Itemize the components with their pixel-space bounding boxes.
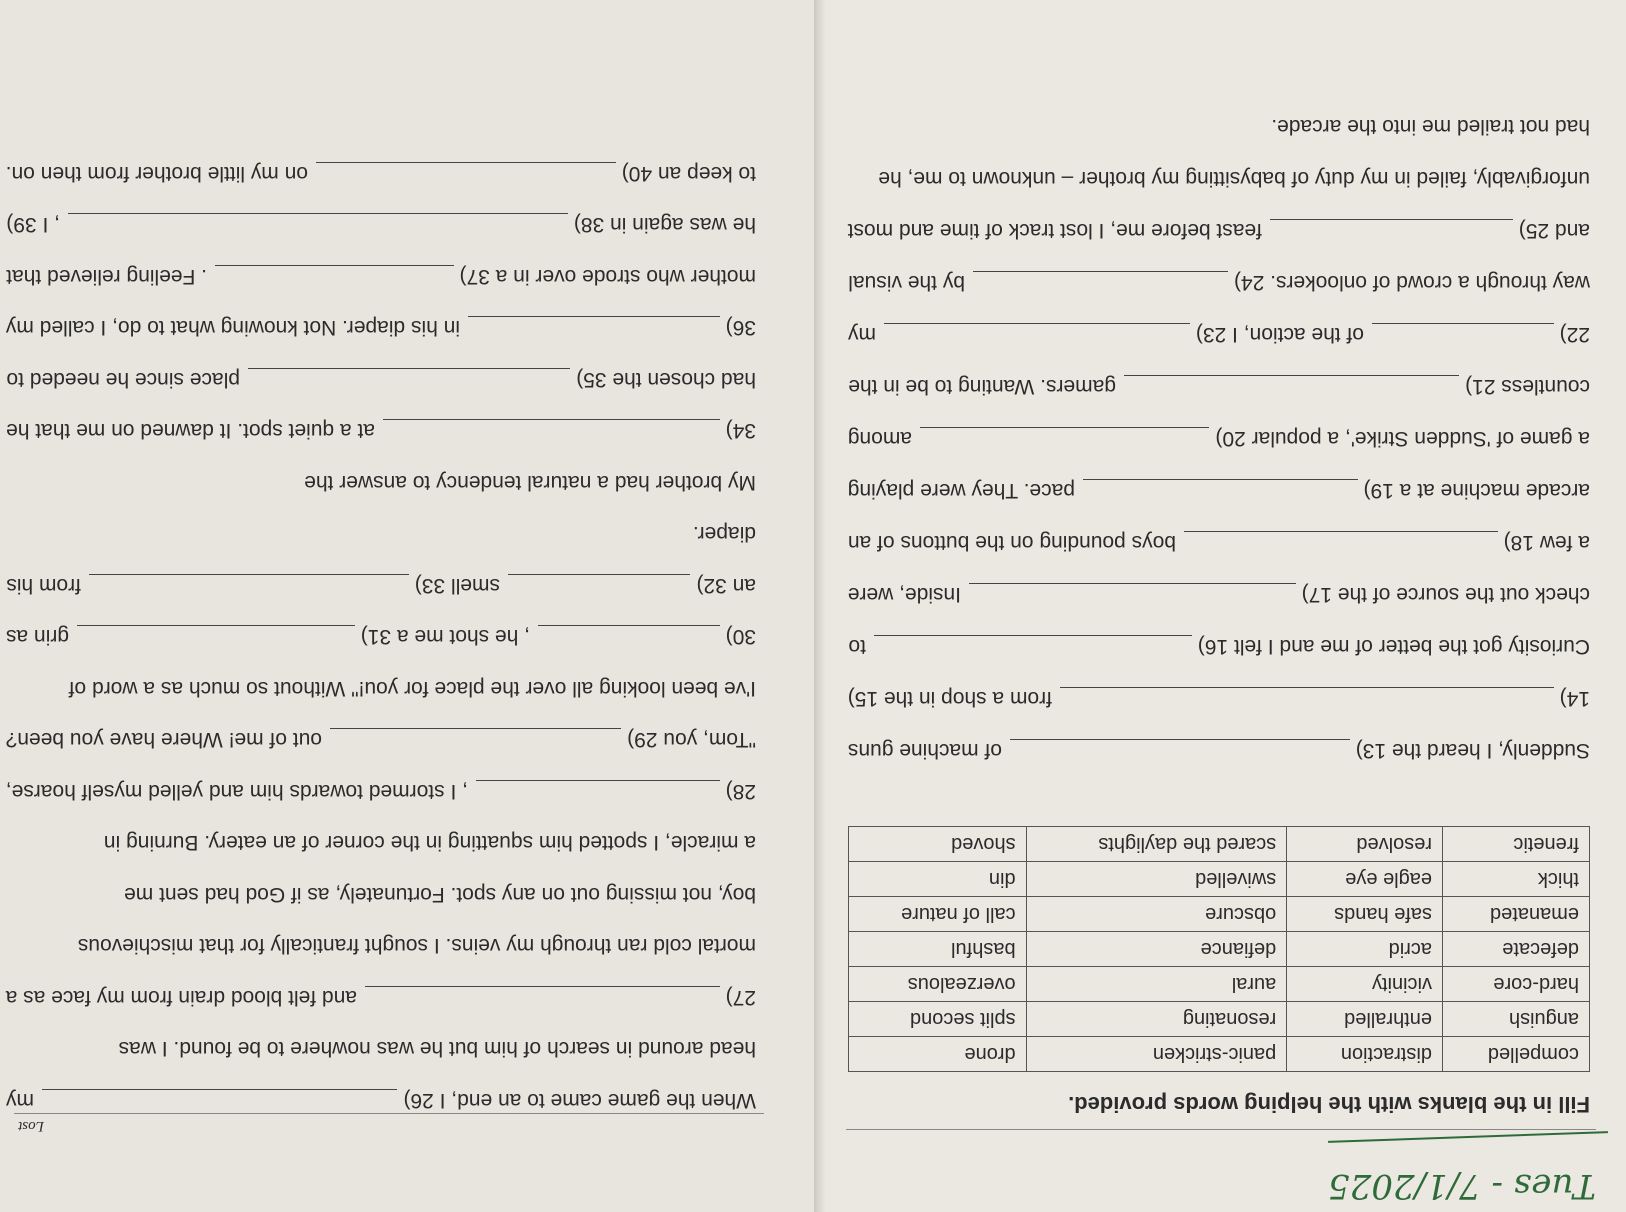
passage-line-end: my: [848, 323, 876, 346]
passage-continuation: among: [847, 427, 912, 450]
passage-continuation: feast before me, I lost track of time and most: [847, 219, 1262, 242]
passage-line: had chosen the 35): [576, 368, 756, 391]
answer-blank[interactable]: [1124, 375, 1459, 376]
answer-blank[interactable]: [1372, 323, 1554, 324]
answer-blank[interactable]: [1184, 531, 1498, 532]
answer-blank[interactable]: [969, 583, 1296, 584]
passage-line: "Tom, you 29): [627, 728, 756, 752]
passage-line: My brother had a natural tendency to answer the: [304, 471, 756, 494]
answer-blank[interactable]: [1270, 219, 1513, 220]
answer-blank[interactable]: [77, 626, 355, 627]
answer-blank[interactable]: [508, 574, 690, 575]
answer-blank[interactable]: [1083, 479, 1358, 480]
passage-line: boy, not missing out on any spot. Fortunately, as if God had sent me: [124, 883, 756, 906]
passage-line-end: grin as: [5, 625, 69, 649]
passage-line: 22): [1559, 323, 1590, 346]
answer-blank[interactable]: [215, 265, 454, 266]
answer-blank[interactable]: [68, 214, 568, 215]
answer-blank[interactable]: [920, 427, 1209, 428]
answer-blank[interactable]: [538, 626, 720, 627]
answer-blank[interactable]: [248, 368, 570, 369]
answer-blank[interactable]: [874, 635, 1192, 636]
passage-continuation: on my little brother from then on.: [5, 162, 308, 185]
answer-blank[interactable]: [42, 1089, 397, 1090]
word-bank-cell: drone: [849, 1037, 1027, 1072]
passage-continuation: . Feeling relieved that: [6, 265, 207, 288]
left-page: [814, 0, 1626, 1212]
word-bank-cell: swivelled: [1026, 862, 1287, 897]
word-bank-cell: aural: [1026, 967, 1287, 1002]
word-bank-cell: frenetic: [1443, 827, 1590, 862]
word-bank-cell: overzealous: [849, 967, 1027, 1002]
passage-continuation: , he shot me a 31): [360, 625, 530, 649]
word-bank-row: [849, 897, 1590, 932]
word-bank-cell: resonating: [1026, 1002, 1287, 1037]
passage-continuation: by the visual: [848, 271, 965, 294]
word-bank-cell: distraction: [1287, 1037, 1443, 1072]
passage-continuation: and felt blood drain from my face as a: [5, 986, 357, 1009]
word-bank-cell: panic-stricken: [1026, 1037, 1287, 1072]
passage-continuation: from a shop in the 15): [847, 687, 1052, 710]
passage-line: When the game came to an end, I 26): [403, 1089, 756, 1112]
answer-blank[interactable]: [973, 271, 1228, 272]
answer-blank[interactable]: [1010, 739, 1350, 740]
passage-continuation: of machine guns: [847, 739, 1002, 762]
passage-continuation: pace. They were playing: [847, 479, 1075, 502]
passage-continuation: gamers. Wanting to be in the: [848, 375, 1116, 398]
word-bank-cell: call of nature: [849, 897, 1027, 932]
answer-blank[interactable]: [89, 574, 409, 575]
passage-line: he was again in 38): [573, 213, 756, 237]
passage-line: 14): [1559, 687, 1590, 710]
answer-blank[interactable]: [468, 317, 720, 318]
passage-continuation: at a quiet spot. It dawned on me that he: [6, 419, 375, 443]
passage-continuation: place since he needed to: [6, 368, 240, 391]
word-bank-cell: emanated: [1443, 897, 1590, 932]
passage-line-end: from his: [6, 574, 81, 597]
word-bank-cell: vicinity: [1287, 967, 1443, 1002]
passage-continuation: my: [6, 1089, 34, 1112]
passage-line: and 25): [1518, 219, 1590, 242]
passage-continuation: to: [848, 635, 866, 658]
word-bank-cell: resolved: [1287, 827, 1443, 862]
answer-blank[interactable]: [365, 986, 720, 987]
word-bank-row: [849, 1002, 1590, 1037]
answer-blank[interactable]: [884, 323, 1190, 324]
word-bank-row: [849, 862, 1590, 897]
word-bank-table: [848, 826, 1590, 1072]
word-bank-cell: split second: [849, 1002, 1027, 1037]
running-head-rule: [14, 1113, 764, 1114]
word-bank-cell: shoved: [849, 827, 1027, 862]
passage-line: head around in search of him but he was nowhere to be found. I was: [118, 1037, 756, 1061]
passage-continuation: of the action, I 23): [1195, 323, 1364, 346]
word-bank-cell: thick: [1443, 862, 1590, 897]
passage-line: 30): [725, 625, 756, 649]
passage-line: an 32): [696, 574, 756, 597]
word-bank-cell: enthralled: [1287, 1002, 1443, 1037]
handwritten-underline: [1328, 1131, 1608, 1143]
passage-line: Curiosity got the better of me and I felt 16): [1197, 635, 1590, 658]
word-bank-cell: acrid: [1287, 932, 1443, 967]
passage-line: unforgivably, failed in my duty of babysitting my brother – unknown to me, he: [878, 167, 1590, 190]
word-bank-row: [849, 967, 1590, 1002]
word-bank-cell: safe hands: [1287, 897, 1443, 932]
passage-line: had not trailed me into the arcade.: [1271, 115, 1590, 138]
passage-line: arcade machine at a 19): [1363, 479, 1590, 502]
word-bank-cell: compelled: [1443, 1037, 1590, 1072]
header-rule: [846, 1129, 1596, 1130]
instruction-heading: Fill in the blanks with the helping words provided.: [1068, 1092, 1590, 1117]
passage-line: mortal cold ran through my veins. I sought frantically for that mischievous: [77, 934, 756, 958]
passage-line: countless 21): [1465, 375, 1590, 398]
word-bank-cell: din: [849, 862, 1027, 897]
handwritten-date: Tues - 7/1/2025: [1328, 1166, 1596, 1206]
passage-continuation: boys pounding on the buttons of an: [847, 531, 1176, 554]
running-head: Lost: [18, 1118, 44, 1134]
answer-blank[interactable]: [316, 162, 616, 163]
answer-blank[interactable]: [383, 420, 720, 421]
passage-continuation: , I 39): [6, 213, 60, 237]
passage-line: to keep an 40): [621, 162, 756, 185]
word-bank-row: [849, 932, 1590, 967]
word-bank-row: [849, 827, 1590, 862]
passage-line: mother who strode over in a 37): [459, 265, 756, 288]
passage-continuation: in his diaper. Not knowing what to do, I called my: [5, 316, 460, 340]
word-bank-row: [849, 1037, 1590, 1072]
word-bank-cell: eagle eye: [1287, 862, 1443, 897]
word-bank-cell: obscure: [1026, 897, 1287, 932]
word-bank-cell: defecate: [1443, 932, 1590, 967]
passage-line: diaper.: [692, 522, 756, 546]
answer-blank[interactable]: [330, 729, 621, 730]
passage-line: 28): [725, 780, 756, 803]
passage-line: a game of 'Sudden Strike', a popular 20): [1215, 427, 1590, 450]
word-bank-cell: anguish: [1443, 1002, 1590, 1037]
passage-line: 27): [725, 986, 756, 1009]
passage-continuation: , I stormed towards him and yelled myself hoarse,: [5, 780, 468, 803]
passage-line: 36): [725, 316, 756, 340]
passage-line: Suddenly, I heard the 13): [1355, 739, 1590, 762]
passage-line: way through a crowd of onlookers. 24): [1233, 271, 1590, 294]
word-bank-cell: hard-core: [1443, 967, 1590, 1002]
passage-continuation: out of me! Where have you been?: [5, 728, 322, 752]
word-bank-cell: bashful: [849, 932, 1027, 967]
passage-continuation: smell 33): [414, 574, 500, 597]
answer-blank[interactable]: [476, 780, 720, 781]
passage-line: a few 18): [1503, 531, 1590, 554]
passage-continuation: Inside, were: [847, 583, 961, 606]
passage-line: check out the source of the 17): [1301, 583, 1590, 606]
word-bank-cell: scared the daylights: [1026, 827, 1287, 862]
passage-line: a miracle, I spotted him squatting in the corner of an eatery. Burning in: [103, 831, 756, 855]
word-bank-cell: defiance: [1026, 932, 1287, 967]
answer-blank[interactable]: [1060, 687, 1554, 688]
passage-line: 34): [725, 419, 756, 443]
passage-line: I've been looking all over the place for you!" Without so much as a word of: [68, 677, 756, 700]
